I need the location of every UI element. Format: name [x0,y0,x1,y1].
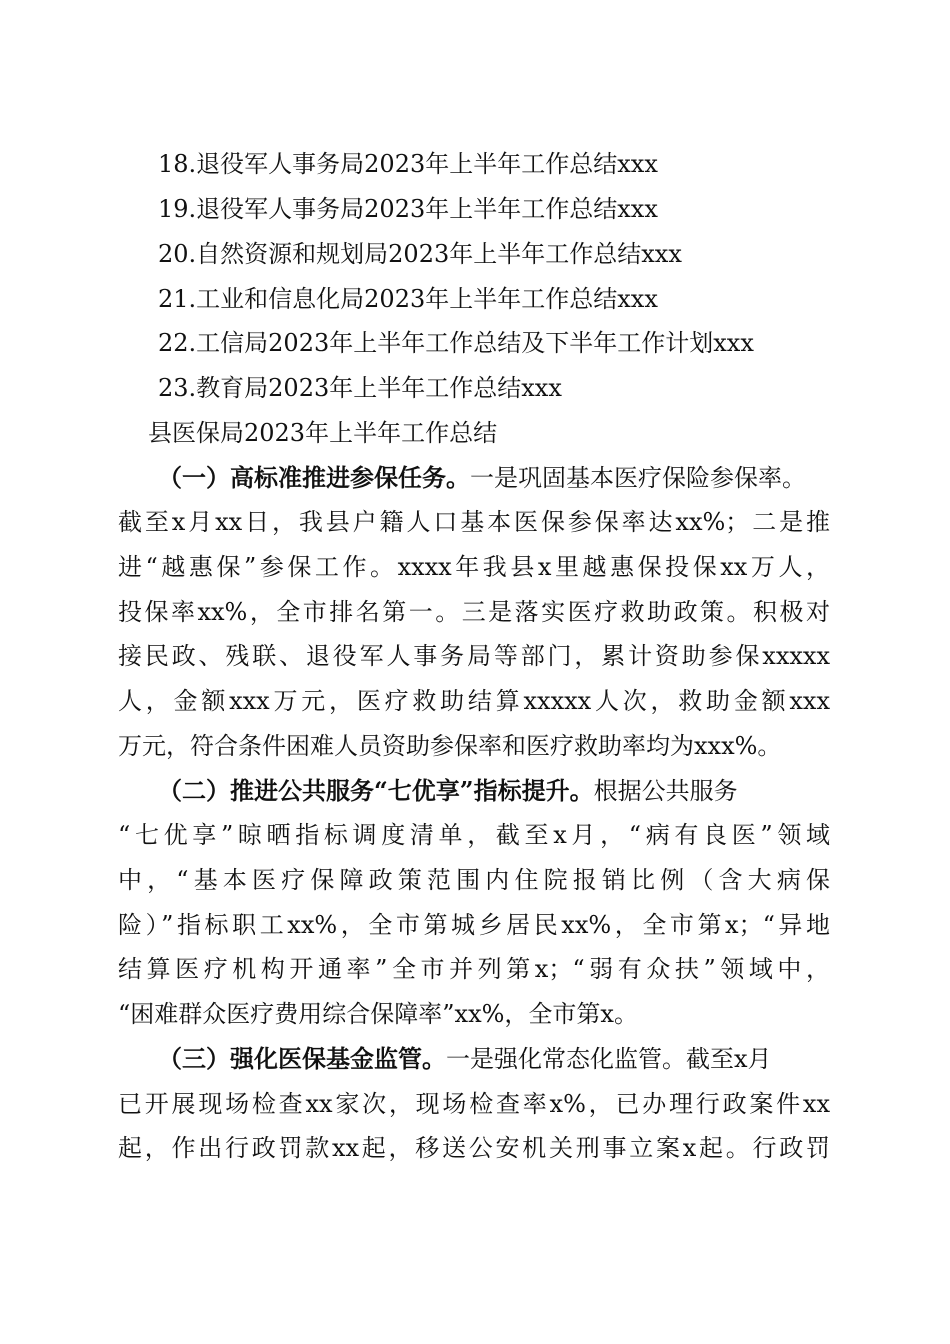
paragraph-line: “七优享”晾晒指标调度清单，截至x月，“病有良医”领域 [118,821,830,849]
toc-item: 21.工业和信息化局2023年上半年工作总结xxx [158,285,658,313]
section-1-text: 一是巩固基本医疗保险参保率。 [470,464,806,492]
section-1-heading: （一）高标准推进参保任务。 [158,463,470,492]
paragraph-line: 已开展现场检查xx家次，现场检查率x%，已办理行政案件xx [118,1090,830,1118]
paragraph-line: 进“越惠保”参保工作。xxxx年我县x里越惠保投保xx万人， [118,553,830,581]
paragraph-line: 万元，符合条件困难人员资助参保率和医疗救助率均为xxx%。 [118,732,782,760]
toc-item: 23.教育局2023年上半年工作总结xxx [158,374,562,402]
paragraph-line: 险）”指标职工xx%，全市第城乡居民xx%，全市第x；“异地 [118,911,830,939]
paragraph-line: 接民政、残联、退役军人事务局等部门，累计资助参保xxxxx [118,642,830,670]
section-1-first-line [158,463,838,493]
paragraph-line: 投保率xx%，全市排名第一。三是落实医疗救助政策。积极对 [118,598,830,626]
section-3-first-line [158,1044,830,1074]
toc-item: 18.退役军人事务局2023年上半年工作总结xxx [158,150,658,178]
toc-item: 22.工信局2023年上半年工作总结及下半年工作计划xxx [158,329,754,357]
paragraph-line: 中，“基本医疗保障政策范围内住院报销比例（含大病保 [118,866,830,894]
paragraph-line: 截至x月xx日，我县户籍人口基本医保参保率达xx%；二是推 [118,508,830,536]
section-3-heading: （三）强化医保基金监管。 [158,1044,446,1073]
section-2-text: 根据公共服务 [593,777,738,805]
section-2-heading: （二）推进公共服务“七优享”指标提升。 [158,776,594,805]
paragraph-line: 人，金额xxx万元，医疗救助结算xxxxx人次，救助金额xxx [118,687,830,715]
toc-item: 19.退役军人事务局2023年上半年工作总结xxx [158,195,658,223]
paragraph-line: 起，作出行政罚款xx起，移送公安机关刑事立案x起。行政罚 [118,1134,830,1162]
section-2-first-line [158,776,830,806]
toc-item: 20.自然资源和规划局2023年上半年工作总结xxx [158,240,682,268]
section-3-text: 一是强化常态化监管。截至x月 [446,1045,772,1073]
paragraph-line: 结算医疗机构开通率”全市并列第x；“弱有众扶”领域中， [118,955,830,983]
document-title: 县医保局2023年上半年工作总结 [148,419,498,447]
paragraph-line: “困难群众医疗费用综合保障率”xx%，全市第x。 [118,1000,638,1028]
